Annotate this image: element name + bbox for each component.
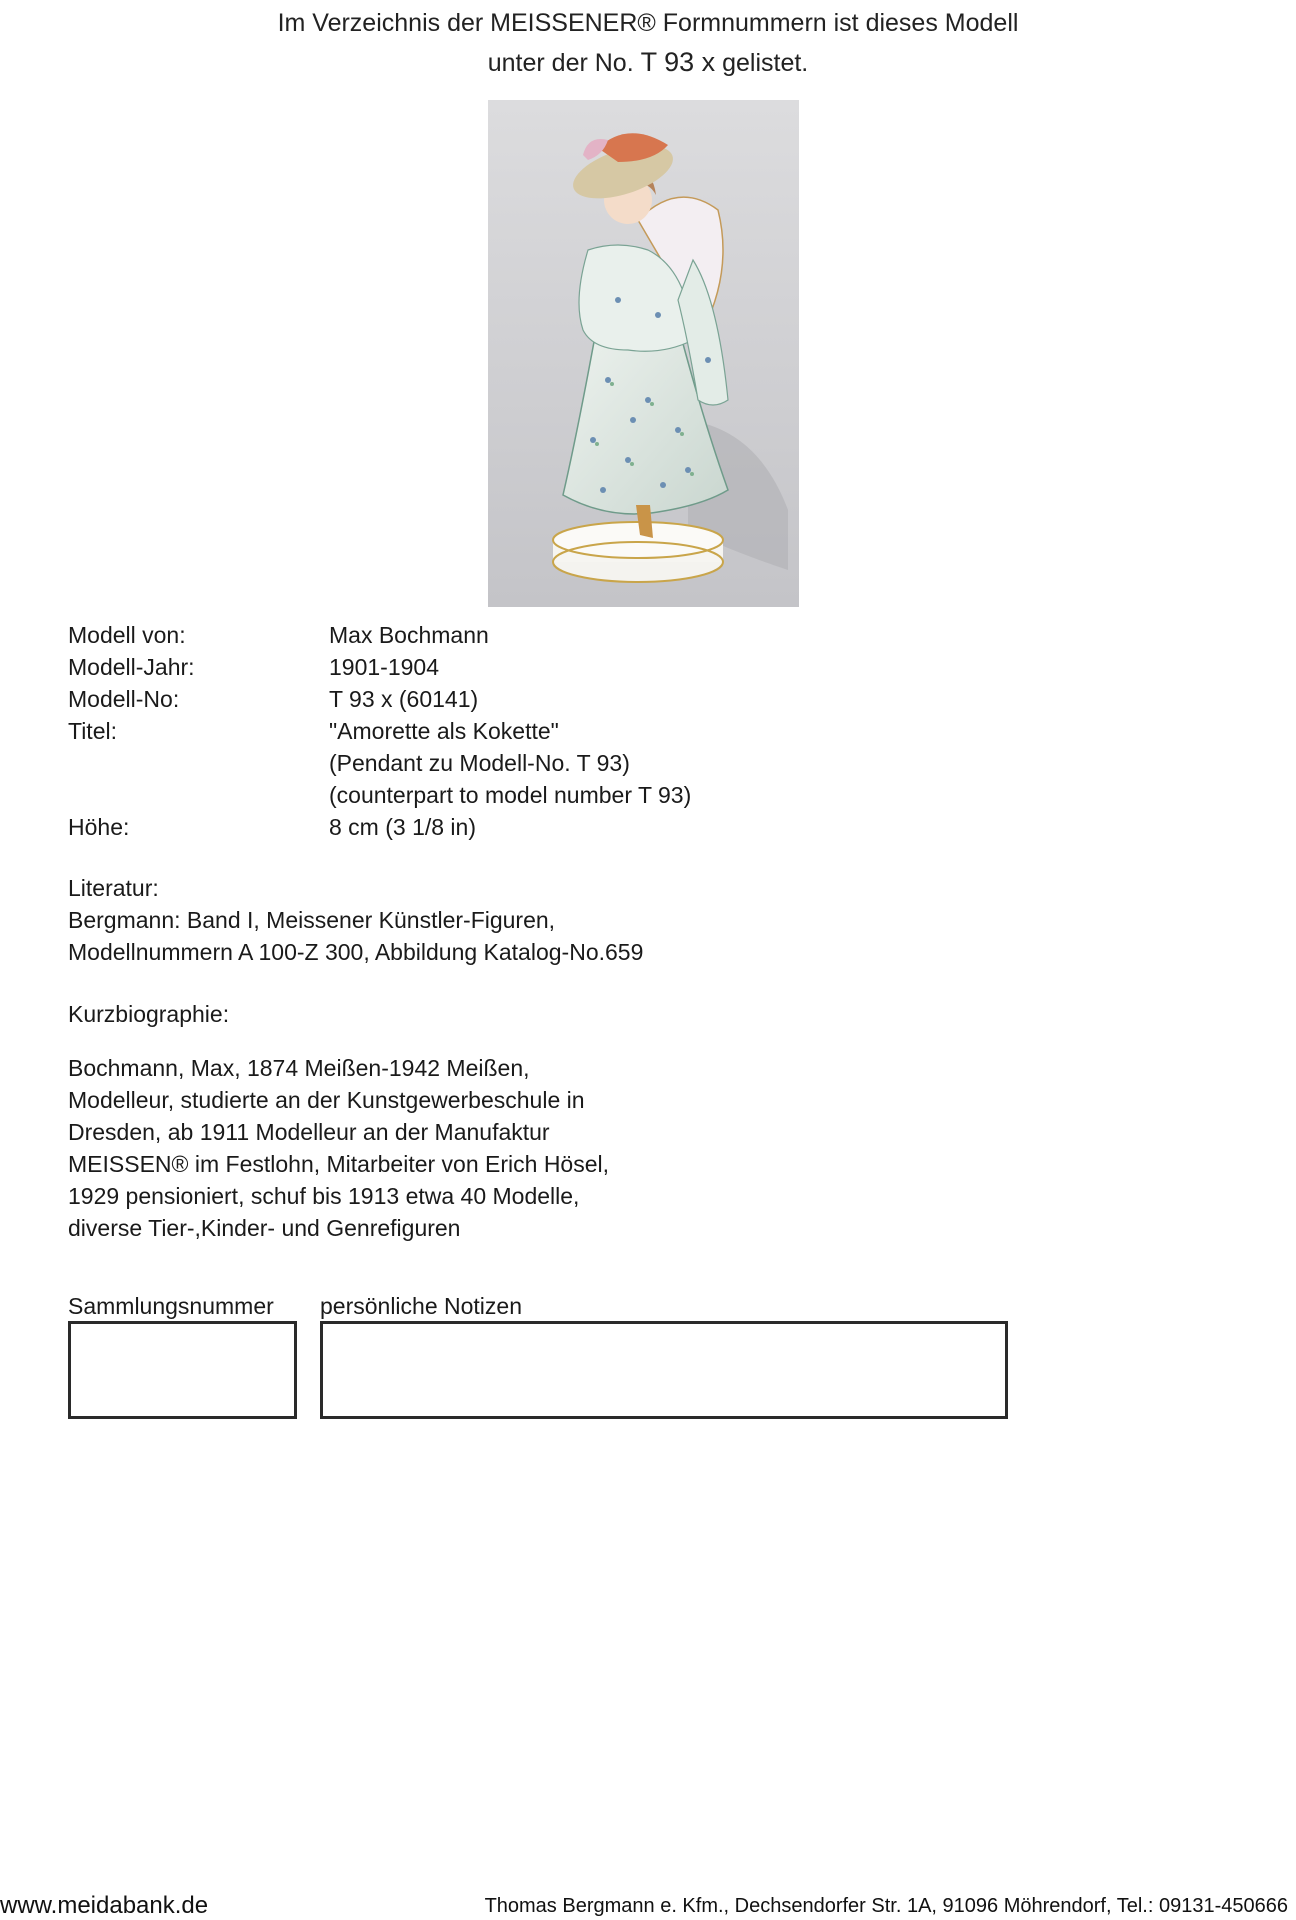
page-header — [0, 4, 1296, 83]
info-value: (Pendant zu Modell-No. T 93) — [329, 750, 630, 776]
kurzbiographie-text — [68, 1052, 609, 1244]
collection-number-field[interactable] — [68, 1321, 297, 1419]
biography-line: Modelleur, studierte an der Kunstgewerbeschule in — [68, 1087, 585, 1113]
literatur-line: Modellnummern A 100-Z 300, Abbildung Katalog-No.659 — [68, 939, 644, 965]
info-row-modell-jahr — [68, 651, 829, 683]
collection-number-label: Sammlungsnummer — [68, 1293, 274, 1319]
info-value: (counterpart to model number T 93) — [329, 782, 692, 808]
literatur-heading: Literatur: — [68, 875, 159, 901]
info-label: Höhe: — [68, 814, 130, 840]
info-label: Modell-Jahr: — [68, 654, 195, 680]
info-row-modell-no — [68, 683, 829, 715]
biography-line: Dresden, ab 1911 Modelleur an der Manufaktur — [68, 1119, 550, 1145]
literatur-line: Bergmann: Band I, Meissener Künstler-Figuren, — [68, 907, 556, 933]
biography-line: MEISSEN® im Festlohn, Mitarbeiter von Erich Hösel, — [68, 1151, 610, 1177]
model-info-table — [68, 619, 829, 843]
header-line-1: Im Verzeichnis der MEISSENER® Formnummern ist dieses Modell — [277, 9, 1019, 37]
info-value: Max Bochmann — [329, 622, 489, 648]
info-row-modell-von — [68, 619, 829, 651]
info-value: 1901-1904 — [329, 654, 439, 680]
info-row-titel — [68, 715, 829, 811]
porcelain-figurine-photo — [488, 100, 799, 607]
biography-line: 1929 pensioniert, schuf bis 1913 etwa 40 Modelle, — [68, 1183, 580, 1209]
header-model-no: T 93 x — [640, 47, 716, 77]
info-label: Modell von: — [68, 622, 186, 648]
footer-website: www.meidabank.de — [0, 1892, 209, 1919]
personal-notes-field[interactable] — [320, 1321, 1008, 1419]
info-row-hoehe — [68, 811, 829, 843]
kurzbiographie-heading: Kurzbiographie: — [68, 1001, 230, 1027]
biography-line: Bochmann, Max, 1874 Meißen-1942 Meißen, — [68, 1055, 530, 1081]
info-label: Titel: — [68, 718, 117, 744]
info-value: "Amorette als Kokette" — [329, 718, 559, 744]
info-label: Modell-No: — [68, 686, 180, 712]
literatur-text — [68, 904, 643, 968]
header-line-2: unter der No. T 93 x gelistet. — [487, 47, 809, 77]
figurine-illustration — [488, 100, 799, 607]
biography-line: diverse Tier-,Kinder- und Genrefiguren — [68, 1215, 461, 1241]
info-value: T 93 x (60141) — [329, 686, 479, 712]
personal-notes-label: persönliche Notizen — [320, 1293, 523, 1319]
info-value: 8 cm (3 1/8 in) — [329, 814, 476, 840]
footer-address: Thomas Bergmann e. Kfm., Dechsendorfer Str. 1A, 91096 Möhrendorf, Tel.: 09131-450666 — [484, 1895, 1288, 1917]
